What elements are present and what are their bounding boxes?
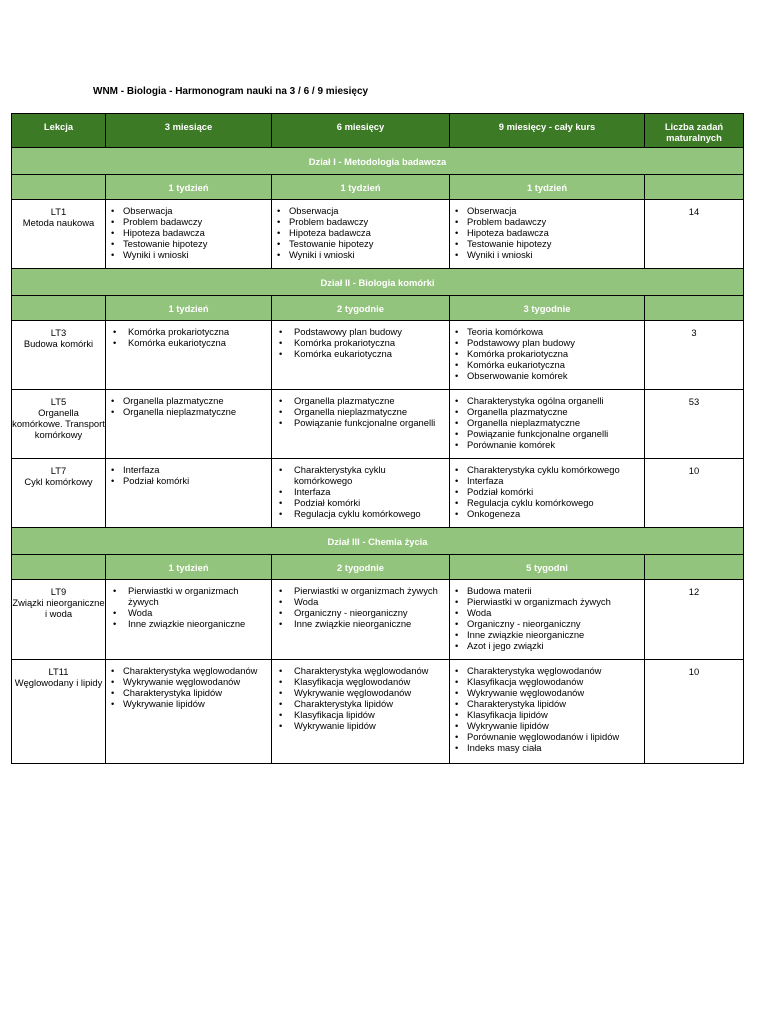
topic-item: • Azot i jego związki [453, 640, 640, 651]
topics-cell-col3 [106, 459, 272, 528]
topic-item: • Charakterystyka lipidów [109, 687, 267, 698]
header-3-months: 3 miesiące [106, 114, 272, 148]
topic-item: • Komórka prokariotyczna [109, 326, 267, 337]
topic-list [109, 326, 267, 348]
topics-cell-col3 [106, 321, 272, 390]
schedule-table [11, 113, 744, 764]
topic-list [453, 585, 640, 651]
topic-list [453, 205, 640, 260]
topic-item: • Interfaza [453, 475, 640, 486]
duration-cell: 1 tydzień [106, 296, 272, 321]
topic-item: • Klasyfikacja lipidów [275, 709, 445, 720]
lesson-name [12, 200, 106, 269]
topics-cell-col6 [272, 200, 450, 269]
topic-list [275, 205, 445, 260]
topics-cell-col3 [106, 660, 272, 764]
topic-item: • Hipoteza badawcza [275, 227, 445, 238]
topics-cell-col9 [450, 459, 645, 528]
topic-item: • Podstawowy plan budowy [275, 326, 445, 337]
topic-item: • Interfaza [109, 464, 267, 475]
topic-list [109, 464, 267, 486]
duration-row [12, 296, 744, 321]
topic-item: • Komórka eukariotyczna [453, 359, 640, 370]
topic-item: • Organella plazmatyczne [453, 406, 640, 417]
lesson-name [12, 580, 106, 660]
topic-list [109, 665, 267, 709]
topic-item: • Charakterystyka węglowodanów [109, 665, 267, 676]
topic-item: • Interfaza [275, 486, 445, 497]
topic-item: • Charakterystyka węglowodanów [275, 665, 445, 676]
task-count: 10 [645, 660, 744, 764]
document-title: WNM - Biologia - Harmonogram nauki na 3 / 6 / 9 miesięcy [93, 86, 369, 97]
section-row [12, 148, 744, 175]
topic-item: • Charakterystyka ogólna organelli [453, 395, 640, 406]
lesson-row [12, 580, 744, 660]
duration-row [12, 555, 744, 580]
topic-item: • Teoria komórkowa [453, 326, 640, 337]
duration-cell: 1 tydzień [450, 175, 645, 200]
topic-item: • Inne związkie nieorganiczne [275, 618, 445, 629]
topic-item: • Organiczny - nieorganiczny [275, 607, 445, 618]
lesson-name [12, 321, 106, 390]
lesson-name-line: LT9 [50, 586, 67, 597]
topics-cell-col6 [272, 321, 450, 390]
duration-empty-cell [645, 296, 744, 321]
topics-cell-col6 [272, 390, 450, 459]
topic-list [453, 326, 640, 381]
topic-item: • Klasyfikacja lipidów [453, 709, 640, 720]
topic-item: • Wykrywanie węglowodanów [109, 676, 267, 687]
topics-cell-col6 [272, 660, 450, 764]
lesson-name-line: Metoda naukowa [22, 217, 95, 228]
lesson-name-line: LT7 [50, 465, 67, 476]
topic-item: • Woda [453, 607, 640, 618]
lesson-name-line: LT5 [50, 396, 67, 407]
topic-item: • Organiczny - nieorganiczny [453, 618, 640, 629]
topic-item: • Porównanie węglowodanów i lipidów [453, 731, 640, 742]
topic-item: • Klasyfikacja węglowodanów [275, 676, 445, 687]
topic-item: • Indeks masy ciała [453, 742, 640, 753]
topic-item: • Pierwiastki w organizmach żywych [453, 596, 640, 607]
topic-item: • Wykrywanie węglowodanów [275, 687, 445, 698]
lesson-name [12, 390, 106, 459]
topic-item: • Organella plazmatyczne [109, 395, 267, 406]
topic-item: • Powiązanie funkcjonalne organelli [275, 417, 445, 428]
topic-item: • Wyniki i wnioski [275, 249, 445, 260]
topic-item: • Pierwiastki w organizmach żywych [275, 585, 445, 596]
lesson-row [12, 390, 744, 459]
topics-cell-col3 [106, 580, 272, 660]
topic-item: • Regulacja cyklu komórkowego [453, 497, 640, 508]
lesson-name [12, 660, 106, 764]
lesson-row [12, 459, 744, 528]
lesson-name-line: LT11 [48, 666, 69, 677]
topic-list [109, 395, 267, 417]
topic-item: • Wykrywanie lipidów [109, 698, 267, 709]
topic-item: • Komórka eukariotyczna [109, 337, 267, 348]
topic-item: • Komórka eukariotyczna [275, 348, 445, 359]
topic-item: • Woda [109, 607, 267, 618]
duration-empty-cell [12, 555, 106, 580]
topics-cell-col3 [106, 200, 272, 269]
duration-row [12, 175, 744, 200]
duration-cell: 2 tygodnie [272, 296, 450, 321]
topic-item: • Woda [275, 596, 445, 607]
topics-cell-col6 [272, 459, 450, 528]
topic-item: • Organella nieplazmatyczne [453, 417, 640, 428]
topic-item: • Charakterystyka lipidów [275, 698, 445, 709]
topic-item: • Organella nieplazmatyczne [109, 406, 267, 417]
topic-item: • Testowanie hipotezy [275, 238, 445, 249]
duration-cell: 2 tygodnie [272, 555, 450, 580]
topic-item: • Porównanie komórek [453, 439, 640, 450]
topic-item: • Klasyfikacja węglowodanów [453, 676, 640, 687]
topic-item: • Onkogeneza [453, 508, 640, 519]
topic-list [275, 395, 445, 428]
lesson-name-line: LT3 [50, 327, 67, 338]
topic-item: • Testowanie hipotezy [109, 238, 267, 249]
header-9-months: 9 miesięcy - cały kurs [450, 114, 645, 148]
topic-list [275, 585, 445, 629]
topics-cell-col9 [450, 200, 645, 269]
topic-item: • Problem badawczy [453, 216, 640, 227]
duration-cell: 3 tygodnie [450, 296, 645, 321]
duration-empty-cell [645, 175, 744, 200]
section-row [12, 269, 744, 296]
topic-list [275, 665, 445, 731]
task-count: 3 [645, 321, 744, 390]
topic-item: • Wykrywanie lipidów [453, 720, 640, 731]
topic-item: • Budowa materii [453, 585, 640, 596]
topic-list [275, 326, 445, 359]
lesson-name-line: Związki nieorganiczne i woda [12, 597, 105, 619]
topic-item: • Podział komórki [109, 475, 267, 486]
topics-cell-col3 [106, 390, 272, 459]
header-lesson: Lekcja [12, 114, 106, 148]
duration-empty-cell [12, 175, 106, 200]
topics-cell-col9 [450, 660, 645, 764]
duration-cell: 1 tydzień [272, 175, 450, 200]
topic-item: • Podstawowy plan budowy [453, 337, 640, 348]
topic-item: • Obserwacja [275, 205, 445, 216]
section-title: Dział III - Chemia życia [12, 528, 744, 555]
topic-item: • Komórka prokariotyczna [453, 348, 640, 359]
topic-list [275, 464, 445, 519]
topic-item: • Wykrywanie lipidów [275, 720, 445, 731]
section-title: Dział I - Metodologia badawcza [12, 148, 744, 175]
topics-cell-col9 [450, 580, 645, 660]
topic-item: • Pierwiastki w organizmach żywych [109, 585, 267, 607]
topics-cell-col6 [272, 580, 450, 660]
topic-item: • Charakterystyka cyklu komórkowego [453, 464, 640, 475]
topic-item: • Charakterystyka lipidów [453, 698, 640, 709]
topic-item: • Problem badawczy [109, 216, 267, 227]
duration-cell: 5 tygodni [450, 555, 645, 580]
topics-cell-col9 [450, 321, 645, 390]
section-row [12, 528, 744, 555]
topic-item: • Charakterystyka cyklu komórkowego [275, 464, 445, 486]
topic-item: • Wyniki i wnioski [109, 249, 267, 260]
lesson-name-line: Budowa komórki [23, 338, 94, 349]
task-count: 12 [645, 580, 744, 660]
lesson-name-line: Cykl komórkowy [24, 476, 93, 487]
lesson-row [12, 200, 744, 269]
lesson-name-line: LT1 [50, 206, 67, 217]
topic-item: • Podział komórki [453, 486, 640, 497]
topic-item: • Testowanie hipotezy [453, 238, 640, 249]
topic-item: • Hipoteza badawcza [453, 227, 640, 238]
topic-item: • Obserwowanie komórek [453, 370, 640, 381]
lesson-row [12, 660, 744, 764]
duration-cell: 1 tydzień [106, 175, 272, 200]
topic-item: • Podział komórki [275, 497, 445, 508]
topic-item: • Inne związkie nieorganiczne [109, 618, 267, 629]
duration-empty-cell [645, 555, 744, 580]
topic-item: • Problem badawczy [275, 216, 445, 227]
topic-item: • Organella plazmatyczne [275, 395, 445, 406]
topic-item: • Powiązanie funkcjonalne organelli [453, 428, 640, 439]
task-count: 53 [645, 390, 744, 459]
lesson-row [12, 321, 744, 390]
topic-list [109, 205, 267, 260]
table-body [12, 148, 744, 764]
topic-item: • Obserwacja [453, 205, 640, 216]
table-header-row [12, 114, 744, 148]
topic-list [453, 395, 640, 450]
topic-item: • Wykrywanie węglowodanów [453, 687, 640, 698]
header-6-months: 6 miesięcy [272, 114, 450, 148]
topic-item: • Inne związkie nieorganiczne [453, 629, 640, 640]
task-count: 14 [645, 200, 744, 269]
topic-item: • Hipoteza badawcza [109, 227, 267, 238]
topic-item: • Charakterystyka węglowodanów [453, 665, 640, 676]
duration-cell: 1 tydzień [106, 555, 272, 580]
topic-list [109, 585, 267, 629]
topic-item: • Regulacja cyklu komórkowego [275, 508, 445, 519]
topic-item: • Komórka prokariotyczna [275, 337, 445, 348]
lesson-name-line: Organella komórkowe. Transport komórkowy [12, 407, 105, 440]
topic-item: • Obserwacja [109, 205, 267, 216]
lesson-name-line: Węglowodany i lipidy [14, 677, 103, 688]
lesson-name [12, 459, 106, 528]
header-task-count: Liczba zadań maturalnych [645, 114, 744, 148]
section-title: Dział II - Biologia komórki [12, 269, 744, 296]
duration-empty-cell [12, 296, 106, 321]
topics-cell-col9 [450, 390, 645, 459]
topic-item: • Wyniki i wnioski [453, 249, 640, 260]
topic-list [453, 464, 640, 519]
topic-item: • Organella nieplazmatyczne [275, 406, 445, 417]
task-count: 10 [645, 459, 744, 528]
topic-list [453, 665, 640, 753]
